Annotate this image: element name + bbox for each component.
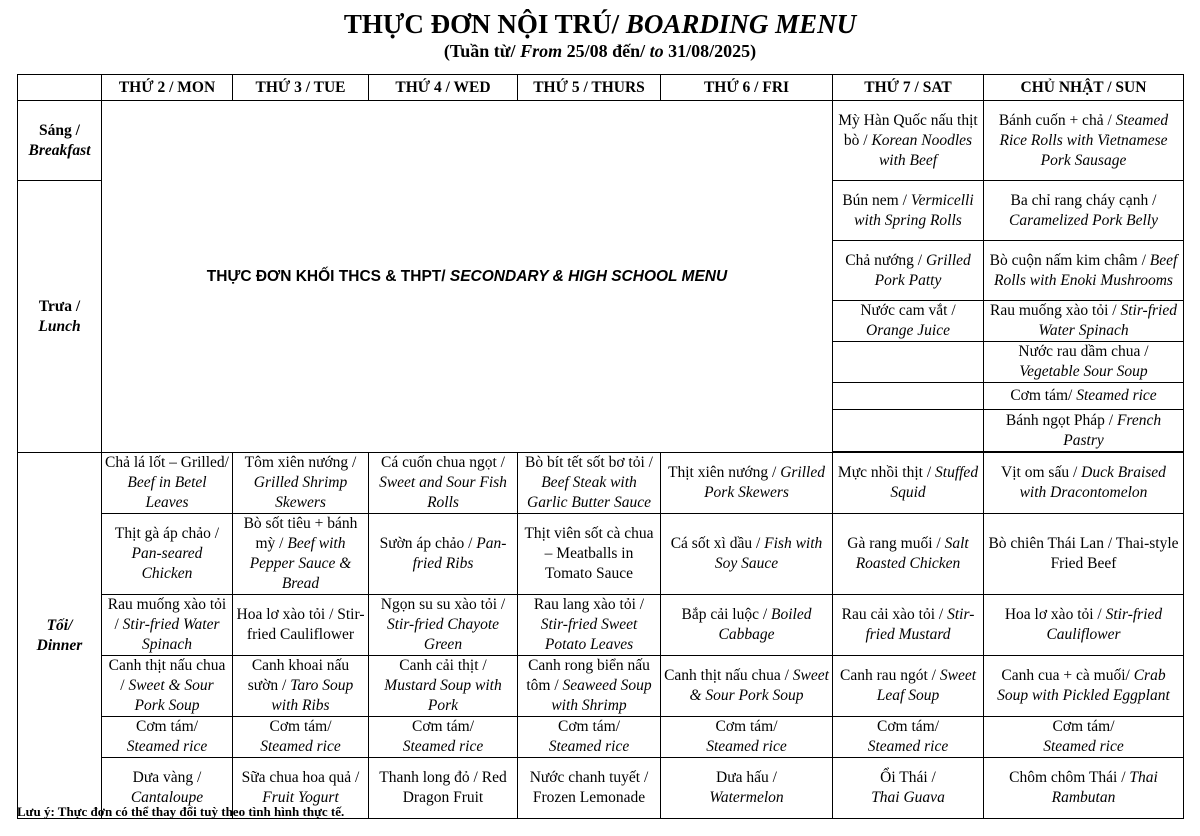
dish-name-en: to bbox=[649, 41, 664, 61]
dish-name-vi: Rau lang xào tỏi / bbox=[533, 596, 645, 613]
dish-cell bbox=[102, 656, 233, 717]
dish-name-vi: Ổi Thái / bbox=[880, 769, 936, 786]
dish-name-en: Beef Steak with Garlic Butter Sauce bbox=[527, 474, 651, 511]
dish-name-vi: Dưa vàng / bbox=[132, 769, 202, 786]
dish-name-vi: Chôm chôm Thái / bbox=[1009, 769, 1130, 786]
day-header-row bbox=[18, 75, 1184, 101]
dish-cell bbox=[833, 453, 984, 514]
dish-name-en: Stir-fried Cauliflower bbox=[1046, 606, 1163, 643]
dish-name-vi: Canh cua + cà muối/ bbox=[1001, 667, 1134, 684]
dish-name-vi: Canh rong biển nấu tôm / bbox=[526, 657, 650, 694]
dish-cell bbox=[369, 595, 518, 656]
dish-name-vi: Ba chỉ rang cháy cạnh / bbox=[1010, 191, 1157, 209]
dish-cell bbox=[984, 717, 1184, 758]
dish-cell bbox=[984, 595, 1184, 656]
dish-name-en: Mustard Soup with Pork bbox=[384, 677, 502, 714]
dish-name-en: Steamed rice bbox=[260, 738, 341, 755]
meal-lunch bbox=[18, 181, 102, 453]
footnote: Lưu ý: Thực đơn có thể thay đổi tuỳ theo tình hình thực tế. bbox=[17, 804, 345, 819]
dish-name-en: Stir-fried Water Spinach bbox=[1038, 302, 1177, 339]
dish-name-en: Sweet and Sour Fish Rolls bbox=[379, 474, 507, 511]
dish-cell bbox=[233, 453, 369, 514]
dish-name-en: Dinner bbox=[36, 636, 83, 654]
dish-name-vi: (Tuần từ/ bbox=[443, 41, 521, 61]
dish-name-en: Vermicelli with Spring Rolls bbox=[854, 191, 974, 229]
dish-cell bbox=[984, 453, 1184, 514]
dish-name-en: Caramelized Pork Belly bbox=[1009, 211, 1158, 229]
dish-name-vi: Cơm tám/ bbox=[135, 718, 198, 735]
dish-name-vi: THỰC ĐƠN NỘI TRÚ/ bbox=[343, 9, 626, 39]
dish-cell bbox=[369, 453, 518, 514]
day-header: THỨ 5 / THURS bbox=[518, 75, 661, 101]
dish-name-en: Fruit Yogurt bbox=[262, 789, 339, 806]
dish-name-vi: Chả nướng / bbox=[845, 251, 926, 269]
dish-name-vi: Bò bít tết sốt bơ tỏi / bbox=[525, 454, 653, 471]
dish-name-en: Grilled Pork Patty bbox=[874, 251, 971, 289]
dish-name-en: Cantaloupe bbox=[130, 789, 204, 806]
dish-cell bbox=[833, 656, 984, 717]
dish-cell bbox=[833, 717, 984, 758]
empty-cell bbox=[833, 342, 984, 383]
dish-name-vi: Sữa chua hoa quả / bbox=[241, 769, 360, 786]
dish-cell bbox=[661, 758, 833, 819]
menu-table bbox=[17, 74, 1184, 819]
dish-name-vi: THỰC ĐƠN KHỐI THCS & THPT/ bbox=[206, 267, 450, 285]
dish-name-en: Vegetable Sour Soup bbox=[1019, 363, 1148, 380]
dish-name-vi: 25/08 đến/ bbox=[562, 41, 650, 61]
dish-cell bbox=[518, 758, 661, 819]
dish-name-vi: Cá sốt xì dầu / bbox=[670, 535, 765, 552]
dish-name-en: Orange Juice bbox=[866, 322, 950, 339]
dish-name-en: Taro Soup with Ribs bbox=[271, 677, 354, 714]
dish-name-en: Steamed rice bbox=[1076, 387, 1157, 404]
dish-name-vi: Nước cam vắt / bbox=[860, 302, 956, 319]
day-header: CHỦ NHẬT / SUN bbox=[984, 75, 1184, 101]
dish-name-vi: Cơm tám/ bbox=[715, 718, 778, 735]
dish-cell bbox=[833, 241, 984, 301]
dish-cell bbox=[661, 656, 833, 717]
meal-breakfast bbox=[18, 101, 102, 181]
dish-cell bbox=[984, 514, 1184, 595]
dish-cell bbox=[833, 301, 984, 342]
dish-name-vi: Chả lá lốt – Grilled/ bbox=[105, 454, 229, 471]
dish-cell bbox=[369, 758, 518, 819]
dish-cell bbox=[518, 514, 661, 595]
dish-cell bbox=[984, 342, 1184, 383]
dish-cell bbox=[984, 656, 1184, 717]
dish-name-en: Thai Guava bbox=[871, 789, 945, 806]
dish-cell bbox=[833, 758, 984, 819]
dish-cell bbox=[833, 181, 984, 241]
dish-name-vi: Thịt viên sốt cà chua – Meatballs in Tomato Sauce bbox=[524, 525, 654, 582]
dish-name-en: Pan-seared Chicken bbox=[131, 545, 203, 582]
dish-name-vi: Tôm xiên nướng / bbox=[244, 454, 357, 471]
dish-cell bbox=[369, 514, 518, 595]
dish-name-en: Watermelon bbox=[709, 789, 784, 806]
dish-cell bbox=[984, 241, 1184, 301]
dish-cell bbox=[984, 101, 1184, 181]
dish-cell bbox=[518, 453, 661, 514]
day-header: THỨ 4 / WED bbox=[369, 75, 518, 101]
dish-name-vi: Gà rang muối / bbox=[847, 535, 945, 552]
dish-name-en: BOARDING MENU bbox=[625, 9, 857, 39]
dish-name-vi: Vịt om sấu / bbox=[1001, 464, 1082, 481]
dish-name-vi: Bánh ngọt Pháp / bbox=[1005, 411, 1117, 429]
dish-name-en: From bbox=[520, 41, 563, 61]
dish-name-en: Beef in Betel Leaves bbox=[127, 474, 207, 511]
dish-cell bbox=[233, 656, 369, 717]
dish-cell bbox=[833, 101, 984, 181]
dish-name-vi: Mực nhồi thịt / bbox=[837, 464, 936, 481]
day-header: THỨ 7 / SAT bbox=[833, 75, 984, 101]
dish-name-en: Stir-fried Water Spinach bbox=[122, 616, 220, 653]
dish-name-vi: Rau muống xào tỏi / bbox=[990, 302, 1121, 319]
dish-name-en: Steamed Rice Rolls with Vietnamese Pork Sausage bbox=[999, 111, 1169, 169]
dish-name-vi: Hoa lơ xào tỏi / bbox=[1004, 606, 1106, 623]
dish-name-en: Sweet & Sour Pork Soup bbox=[689, 667, 829, 704]
dish-cell bbox=[833, 514, 984, 595]
dish-name-en: Tối/ bbox=[46, 616, 73, 634]
dish-name-vi: Cơm tám/ bbox=[1052, 718, 1115, 735]
dish-name-vi: Cơm tám/ bbox=[411, 718, 474, 735]
dish-name-en: Breakfast bbox=[28, 141, 91, 159]
dish-cell bbox=[102, 717, 233, 758]
dish-name-en: Duck Braised with Dracontomelon bbox=[1019, 464, 1166, 501]
dish-cell bbox=[661, 514, 833, 595]
dish-name-vi: Thịt gà áp chảo / bbox=[114, 525, 220, 542]
dish-cell bbox=[369, 717, 518, 758]
dish-name-vi: Cơm tám/ bbox=[1010, 387, 1077, 404]
dish-name-en: Beef Rolls with Enoki Mushrooms bbox=[994, 251, 1178, 289]
dish-cell bbox=[102, 453, 233, 514]
dish-cell bbox=[984, 410, 1184, 452]
empty-cell bbox=[833, 383, 984, 410]
dish-name-vi: Cá cuốn chua ngọt / bbox=[381, 454, 505, 471]
dish-cell bbox=[518, 656, 661, 717]
dish-name-en: Steamed rice bbox=[867, 738, 949, 755]
dish-name-en: Steamed rice bbox=[706, 738, 787, 755]
dish-name-en: Beef with Pepper Sauce & Bread bbox=[249, 535, 352, 592]
dish-name-en: Seaweed Soup with Shrimp bbox=[551, 677, 652, 714]
dish-name-vi: Bò cuộn nấm kim châm / bbox=[989, 251, 1150, 269]
dish-name-vi: Dưa hấu / bbox=[716, 769, 777, 786]
date-range bbox=[0, 40, 1200, 62]
dish-name-vi: Cơm tám/ bbox=[876, 718, 939, 735]
dish-name-en: Steamed rice bbox=[126, 738, 208, 755]
dish-name-vi: Canh thịt nấu chua / bbox=[108, 657, 226, 694]
dish-name-vi: Bắp cải luộc / bbox=[681, 606, 772, 623]
dish-name-vi: Bò sốt tiêu + bánh mỳ / bbox=[243, 515, 358, 552]
dish-name-vi: Mỳ Hàn Quốc nấu thịt bò / bbox=[838, 111, 978, 149]
dish-name-vi: Nước chanh tuyết / Frozen Lemonade bbox=[529, 769, 649, 806]
dish-cell bbox=[984, 758, 1184, 819]
dish-cell bbox=[984, 181, 1184, 241]
dish-cell bbox=[518, 595, 661, 656]
dish-name-en: Fish with Soy Sauce bbox=[714, 535, 823, 572]
dish-cell bbox=[102, 514, 233, 595]
dish-name-en: Pan-fried Ribs bbox=[412, 535, 507, 572]
corner-cell bbox=[18, 75, 102, 101]
dish-name-en: Grilled Shrimp Skewers bbox=[253, 474, 348, 511]
page-title bbox=[0, 8, 1200, 40]
dish-name-en: Thai Rambutan bbox=[1051, 769, 1158, 806]
dish-name-vi: Hoa lơ xào tỏi / Stir-fried Cauliflower bbox=[236, 606, 365, 643]
dish-name-vi: Thịt xiên nướng / bbox=[668, 464, 781, 481]
dish-name-en: Crab Soup with Pickled Eggplant bbox=[997, 667, 1170, 704]
dish-name-vi: Sáng / bbox=[39, 121, 80, 139]
dish-name-en: French Pastry bbox=[1063, 411, 1162, 449]
dish-name-vi: Thanh long đỏ / Red Dragon Fruit bbox=[379, 769, 507, 806]
dish-name-vi: Canh cải thịt / bbox=[399, 657, 487, 674]
day-header: THỨ 6 / FRI bbox=[661, 75, 833, 101]
dish-cell bbox=[233, 514, 369, 595]
dish-cell bbox=[661, 453, 833, 514]
dish-name-en: Grilled Pork Skewers bbox=[704, 464, 825, 501]
dish-cell bbox=[661, 595, 833, 656]
dish-name-vi: 31/08/2025) bbox=[663, 41, 757, 61]
dish-name-vi: Canh thịt nấu chua / bbox=[664, 667, 793, 684]
dish-name-vi: Bún nem / bbox=[842, 191, 911, 209]
dish-cell bbox=[518, 717, 661, 758]
empty-cell bbox=[833, 410, 984, 452]
dish-cell bbox=[102, 595, 233, 656]
dish-cell bbox=[833, 595, 984, 656]
dish-name-vi: Bánh cuốn + chả / bbox=[998, 111, 1116, 129]
dish-name-vi: Canh rau ngót / bbox=[839, 667, 940, 684]
dish-cell bbox=[661, 717, 833, 758]
dish-name-vi: Cơm tám/ bbox=[269, 718, 332, 735]
dish-name-en: Steamed rice bbox=[1043, 738, 1124, 755]
dish-name-en: Stuffed Squid bbox=[890, 464, 979, 501]
dish-cell bbox=[369, 656, 518, 717]
dish-cell bbox=[233, 595, 369, 656]
dish-name-vi: Nước rau dầm chua / bbox=[1018, 343, 1149, 360]
dish-name-vi: Ngọn su su xào tỏi / bbox=[380, 596, 506, 613]
dish-name-en: Stir-fried Sweet Potato Leaves bbox=[540, 616, 638, 653]
dish-cell bbox=[233, 717, 369, 758]
dish-name-vi: Rau muống xào tỏi / bbox=[107, 596, 227, 633]
dish-name-en: Korean Noodles with Beef bbox=[871, 131, 973, 169]
dish-name-en: Stir-fried Mustard bbox=[865, 606, 975, 643]
day-header: THỨ 2 / MON bbox=[102, 75, 233, 101]
dish-name-en: Salt Roasted Chicken bbox=[855, 535, 969, 572]
dish-name-en: Steamed rice bbox=[402, 738, 484, 755]
dish-name-en: Steamed rice bbox=[548, 738, 630, 755]
dish-name-vi: Rau cải xào tỏi / bbox=[841, 606, 948, 623]
dish-name-en: SECONDARY & HIGH SCHOOL MENU bbox=[449, 267, 728, 285]
dish-name-en: Stir-fried Chayote Green bbox=[386, 616, 500, 653]
dish-name-en: Sweet & Sour Pork Soup bbox=[128, 677, 214, 714]
dish-cell bbox=[984, 383, 1184, 410]
dish-cell bbox=[984, 301, 1184, 342]
dish-name-vi: Sườn áp chảo / bbox=[379, 535, 477, 552]
secondary-menu-banner bbox=[102, 101, 833, 453]
dish-name-vi: Trưa / bbox=[38, 297, 81, 315]
dish-name-vi: Cơm tám/ bbox=[557, 718, 620, 735]
meal-dinner bbox=[18, 453, 102, 819]
dish-name-en: Sweet Leaf Soup bbox=[876, 667, 977, 704]
dish-name-en: Lunch bbox=[38, 317, 81, 335]
dish-name-en: Boiled Cabbage bbox=[718, 606, 812, 643]
dish-name-vi: Bò chiên Thái Lan / Thai-style Fried Beef bbox=[988, 535, 1179, 572]
day-header: THỨ 3 / TUE bbox=[233, 75, 369, 101]
dish-name-vi: Canh khoai nấu sườn / bbox=[247, 657, 350, 694]
